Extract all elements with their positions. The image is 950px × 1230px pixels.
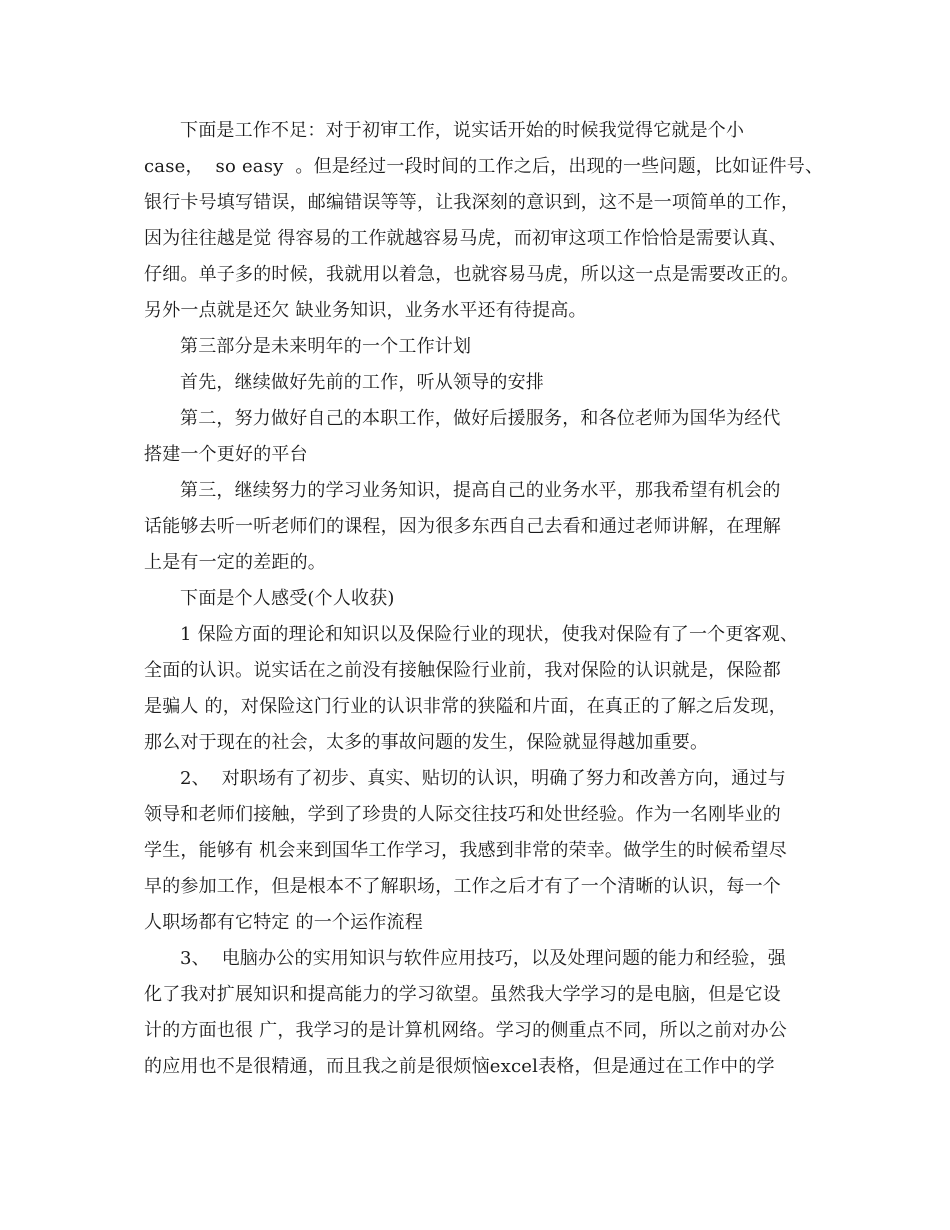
text-line: 3、 电脑办公的实用知识与软件应用技巧，以及处理问题的能力和经验，强	[180, 948, 786, 969]
text-line: 搭建一个更好的平台	[144, 444, 308, 465]
text-line: 话能够去听一听老师们的课程，因为很多东西自己去看和通过老师讲解，在理解	[144, 516, 781, 537]
text-line: 仔细。单子多的时候，我就用以着急，也就容易马虎，所以这一点是需要改正的。	[144, 264, 800, 285]
text-line: 上是有一定的差距的。	[144, 552, 326, 573]
text-line: 下面是工作不足：对于初审工作，说实话开始的时候我觉得它就是个小	[180, 120, 745, 141]
section-heading: 下面是个人感受(个人收获)	[180, 588, 395, 609]
text-line: 另外一点就是还欠 缺业务知识，业务水平还有待提高。	[144, 300, 587, 321]
text-line: 首先，继续做好先前的工作，听从领导的安排	[180, 372, 544, 393]
text-line: 第二，努力做好自己的本职工作，做好后援服务，和各位老师为国华为经代	[180, 408, 781, 429]
text-line: case， so easy 。但是经过一段时间的工作之后，出现的一些问题，比如证件号、	[144, 156, 824, 177]
text-line: 第三，继续努力的学习业务知识，提高自己的业务水平，那我希望有机会的	[180, 480, 781, 501]
text-line: 2、 对职场有了初步、真实、贴切的认识，明确了努力和改善方向，通过与	[180, 768, 786, 789]
text-line: 人职场都有它特定 的一个运作流程	[144, 912, 423, 933]
text-line: 早的参加工作，但是根本不了解职场，工作之后才有了一个清晰的认识，每一个	[144, 876, 781, 897]
text-line: 是骗人 的，对保险这门行业的认识非常的狭隘和片面，在真正的了解之后发现，	[144, 696, 787, 717]
text-line: 因为往往越是觉 得容易的工作就越容易马虎，而初审这项工作恰恰是需要认真、	[144, 228, 787, 249]
text-line: 的应用也不是很精通，而且我之前是很烦恼excel表格，但是通过在工作中的学	[144, 1056, 775, 1077]
text-line: 银行卡号填写错误，邮编错误等等，让我深刻的意识到，这不是一项简单的工作，	[144, 192, 800, 213]
text-line: 全面的认识。说实话在之前没有接触保险行业前，我对保险的认识就是，保险都	[144, 660, 781, 681]
section-heading: 第三部分是未来明年的一个工作计划	[180, 336, 472, 357]
text-line: 1 保险方面的理论和知识以及保险行业的现状，使我对保险有了一个更客观、	[180, 624, 799, 645]
text-line: 领导和老师们接触，学到了珍贵的人际交往技巧和处世经验。作为一名刚毕业的	[144, 804, 781, 825]
text-line: 学生，能够有 机会来到国华工作学习，我感到非常的荣幸。做学生的时候希望尽	[144, 840, 787, 861]
text-line: 计的方面也很 广，我学习的是计算机网络。学习的侧重点不同，所以之前对办公	[144, 1020, 787, 1041]
text-line: 那么对于现在的社会，太多的事故问题的发生，保险就显得越加重要。	[144, 732, 709, 753]
text-line: 化了我对扩展知识和提高能力的学习欲望。虽然我大学学习的是电脑，但是它设	[144, 984, 781, 1005]
